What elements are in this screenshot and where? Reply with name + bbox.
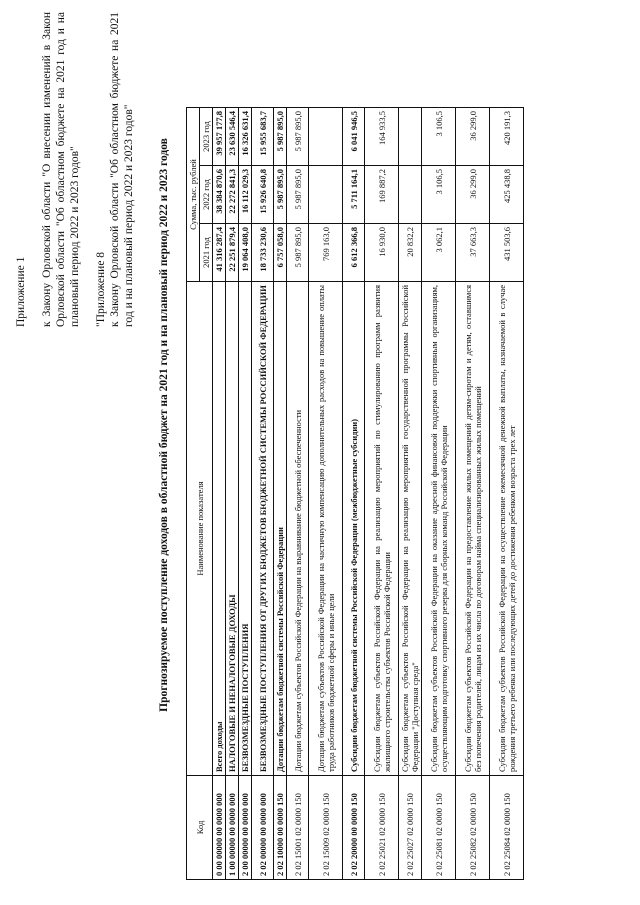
- row-name: Всего доходы: [213, 282, 226, 776]
- row-value-2022: 425 438,8: [490, 166, 524, 224]
- row-code: 2 02 10000 00 0000 150: [274, 776, 287, 880]
- table-row: [287, 108, 309, 880]
- table-row: [226, 108, 239, 880]
- annex-original-law-reference: к Закону Орловской области "Об областном бюджете на 2021 год и на плановый период 2022 и 2023 годов": [109, 12, 135, 327]
- header-year-2022: 2022 год: [200, 166, 213, 224]
- row-value-2021: 37 663,3: [456, 224, 490, 282]
- row-value-2023: 6 041 946,5: [343, 108, 365, 166]
- row-value-2023: 420 191,3: [490, 108, 524, 166]
- row-code: 2 02 00000 00 0000 000: [252, 776, 274, 880]
- annex-number: Приложение 1: [15, 256, 27, 327]
- row-value-2023: 5 987 895,0: [274, 108, 287, 166]
- table-row: [490, 108, 524, 880]
- row-name: Дотации бюджетам бюджетной системы Российской Федерации: [274, 282, 287, 776]
- header-sum: Сумма, тыс. рублей: [187, 108, 200, 282]
- row-code: 0 00 00000 00 0000 000: [213, 776, 226, 880]
- row-code: 2 02 25027 02 0000 150: [399, 776, 422, 880]
- table-row: [365, 108, 399, 880]
- header-year-2023: 2023 год: [200, 108, 213, 166]
- row-code: 2 02 25081 02 0000 150: [422, 776, 456, 880]
- row-name: Дотации бюджетам субъектов Российской Федерации на выравнивание бюджетной обеспеченности: [287, 282, 309, 776]
- row-value-2023: [309, 108, 343, 166]
- row-value-2023: 23 630 546,4: [226, 108, 239, 166]
- row-code: 2 02 20000 00 0000 150: [343, 776, 365, 880]
- row-name: Субсидии бюджетам субъектов Российской Федерации на осуществление ежемесячной денежной выплаты, назначаемой в случае рождения третьего ребенка или последующих детей до достижения ребенком возраста трех лет: [490, 282, 524, 776]
- row-code: 2 02 25021 02 0000 150: [365, 776, 399, 880]
- row-value-2023: 5 987 895,0: [287, 108, 309, 166]
- row-value-2021: 20 832,2: [399, 224, 422, 282]
- row-name: НАЛОГОВЫЕ И НЕНАЛОГОВЫЕ ДОХОДЫ: [226, 282, 239, 776]
- table-row: [422, 108, 456, 880]
- row-value-2023: 36 299,0: [456, 108, 490, 166]
- row-value-2022: [399, 166, 422, 224]
- row-value-2022: 36 299,0: [456, 166, 490, 224]
- row-value-2021: 19 064 408,0: [239, 224, 252, 282]
- row-value-2021: 431 503,6: [490, 224, 524, 282]
- row-name: Субсидии бюджетам субъектов Российской Федерации на оказание адресной финансовой поддержки спортивным организациям, осуществляющим подготовку спортивного резерва для сборных команд Российской Федерации: [422, 282, 456, 776]
- row-value-2022: 5 711 164,1: [343, 166, 365, 224]
- row-value-2023: 3 106,5: [422, 108, 456, 166]
- row-value-2023: 15 955 683,7: [252, 108, 274, 166]
- row-name: Дотации бюджетам субъектов Российской Федерации на частичную компенсацию дополнительных расходов на повышение оплаты труда работников бюджетной сферы и иные цели: [309, 282, 343, 776]
- row-value-2022: 15 926 640,8: [252, 166, 274, 224]
- row-value-2022: 5 987 895,0: [287, 166, 309, 224]
- table-row: [213, 108, 226, 880]
- table-row: [309, 108, 343, 880]
- row-value-2022: 3 106,5: [422, 166, 456, 224]
- header-code: Код: [187, 776, 213, 880]
- row-value-2021: 3 062,1: [422, 224, 456, 282]
- row-code: 1 00 00000 00 0000 000: [226, 776, 239, 880]
- row-name: Субсидии бюджетам субъектов Российской Федерации на реализацию мероприятий государственной программы Российской Федерации "Доступная среда": [399, 282, 422, 776]
- row-name: БЕЗВОЗМЕЗДНЫЕ ПОСТУПЛЕНИЯ: [239, 282, 252, 776]
- row-code: 2 00 00000 00 0000 000: [239, 776, 252, 880]
- row-name: Субсидии бюджетам бюджетной системы Российской Федерации (межбюджетные субсидии): [343, 282, 365, 776]
- row-value-2021: 769 163,0: [309, 224, 343, 282]
- row-value-2023: 39 957 177,8: [213, 108, 226, 166]
- row-value-2021: 18 733 230,6: [252, 224, 274, 282]
- header-name: Наименование показателя: [187, 282, 213, 776]
- table-row: [274, 108, 287, 880]
- row-name: БЕЗВОЗМЕЗДНЫЕ ПОСТУПЛЕНИЯ ОТ ДРУГИХ БЮДЖЕТОВ БЮДЖЕТНОЙ СИСТЕМЫ РОССИЙСКОЙ ФЕДЕРАЦИИ: [252, 282, 274, 776]
- document-title: Прогнозируемое поступление доходов в областной бюджет на 2021 год и на плановый период 2022 и 2023 годов: [158, 138, 170, 712]
- annex-law-reference: к Закону Орловской области "О внесении изменений в Закон Орловской области "Об областном бюджете на 2021 год и на плановый период 2022 и 2023 годов": [41, 12, 81, 327]
- row-value-2022: 38 384 870,6: [213, 166, 226, 224]
- row-value-2021: 5 987 895,0: [287, 224, 309, 282]
- annex-header: [14, 12, 148, 327]
- row-value-2021: 6 757 058,0: [274, 224, 287, 282]
- row-value-2022: 16 112 029,3: [239, 166, 252, 224]
- row-value-2021: 16 930,0: [365, 224, 399, 282]
- row-value-2023: 16 326 631,4: [239, 108, 252, 166]
- row-value-2021: 22 251 879,4: [226, 224, 239, 282]
- row-value-2022: 22 272 841,3: [226, 166, 239, 224]
- row-value-2021: 6 612 366,8: [343, 224, 365, 282]
- row-code: 2 02 25082 02 0000 150: [456, 776, 490, 880]
- row-value-2022: 5 987 895,0: [274, 166, 287, 224]
- row-value-2021: 41 316 287,4: [213, 224, 226, 282]
- row-value-2023: 164 933,5: [365, 108, 399, 166]
- table-row: [399, 108, 422, 880]
- row-name: Субсидии бюджетам субъектов Российской Федерации на предоставление жилых помещений детям-сиротам и детям, оставшимся без попечения родителей, лицам из их числа по договорам найма специализированных жилых помещений: [456, 282, 490, 776]
- row-code: 2 02 15009 02 0000 150: [309, 776, 343, 880]
- table-row: [343, 108, 365, 880]
- row-code: 2 02 15001 02 0000 150: [287, 776, 309, 880]
- table-row: [239, 108, 252, 880]
- row-value-2023: [399, 108, 422, 166]
- table-row: [456, 108, 490, 880]
- row-code: 2 02 25084 02 0000 150: [490, 776, 524, 880]
- revenue-table: [186, 107, 524, 880]
- header-year-2021: 2021 год: [200, 224, 213, 282]
- annex-original-number: "Приложение 8: [95, 251, 107, 327]
- row-name: Субсидии бюджетам субъектов Российской Федерации на реализацию мероприятий по стимулированию программ развития жилищного строительства субъектов Российской Федерации: [365, 282, 399, 776]
- row-value-2022: [309, 166, 343, 224]
- table-row: [252, 108, 274, 880]
- row-value-2022: 169 887,2: [365, 166, 399, 224]
